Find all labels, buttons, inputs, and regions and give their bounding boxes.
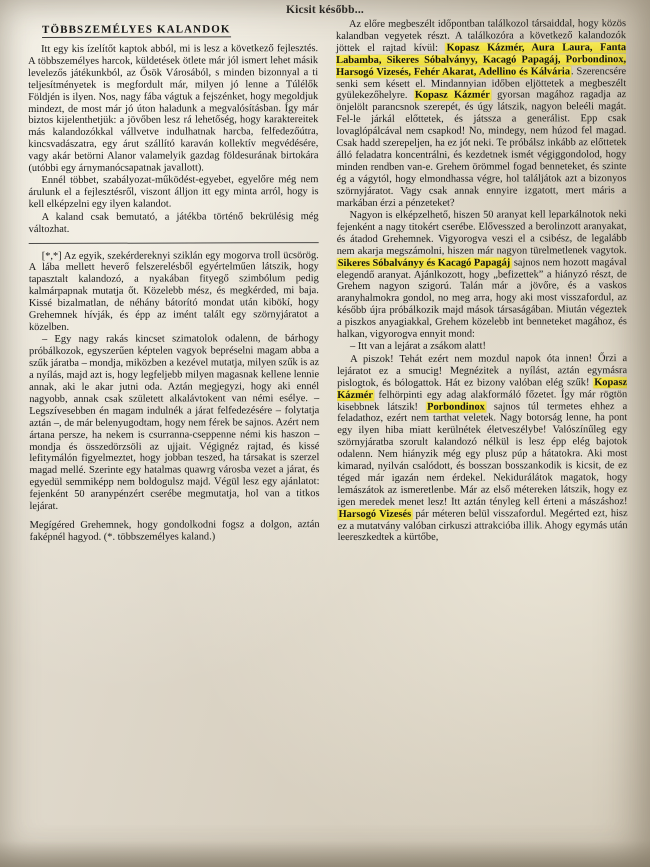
highlighted-name: Kopasz Kázmér (337, 376, 628, 401)
highlighted-name: Porbondinox (427, 401, 485, 413)
body-text: felhörpinti egy adag alakformáló főzetet. Így már rögtön kisebbnek látszik! (337, 388, 628, 413)
body-text: Nagyon is elképzelhető, hiszen 50 aranyat kell leparkálnotok neki fejenként a nagy titokért cserébe. Elővesszed a berolinzott aranyakat, és átadod Grehemnek. Vigyorogva veszi el a csibész, de legalább nem akarja megszámolni, hiszen már nagyon türelmetlenek vagytok. (336, 209, 627, 257)
highlighted-name: Kopasz Kázmér (414, 89, 490, 102)
left-column (28, 19, 321, 859)
two-column-body (28, 18, 629, 859)
right-column-paragraphs (336, 18, 628, 544)
section-title: TÖBBSZEMÉLYES KALANDOK (42, 23, 231, 36)
highlighted-name: Harsogó Vizesés (338, 508, 412, 520)
section-divider (29, 242, 319, 244)
paragraph: Ennél többet, szabályozat-működést-egyebet, egyelőre még nem árulunk el a fejlesztésről, viszont álljon itt egy minta arról, hogy is kell elképzelni egy ilyen kalandot. (28, 174, 319, 211)
paragraph: – Egy nagy rakás kincset szimatolok odalenn, de bárhogy próbálkozok, egyszerűen képtelen vagyok bepréselni magam abba a szűk járatba – mondja, miközben a kezével mutatja, milyen szűk is az a nyílás, majd azt is, hogy legfeljebb milyen magasnak kellene lennie annak, aki le akar jutni oda. Aztán megjegyzi, hogy aki ennél nagyobb, annak csak született alkalávtokent van némi esélye. – Legszívesebben én magam indulnék a járat felfedezésére – folytatja aztán –, de már belenyugodtam, hogy nem férek be sajnos. Azért nem ártana persze, ha nekem is csurranna-cseppenne némi kis haszon – mondja és összedörzsöli az ujjait. Végignéz rajtad, és kissé lefitymálón figyelmeztet, hogy jobban teszed, ha társakat is szerzel magad mellé. Szerinte egy hatalmas quawrg városba vezet a járat, és egyedül semmiképp nem boldogulsz majd. Végül lesz egy ajánlatot: fejenként 50 aranypénzért cserébe megmutatja, hol van a titkos lejárat. (29, 333, 320, 513)
paragraph (337, 353, 628, 544)
paragraph (337, 209, 627, 341)
right-column (336, 18, 629, 858)
paragraph: Megígéred Grehemnek, hogy gondolkodni fogsz a dolgon, aztán faképnél hagyod. (*. többszemélyes kaland.) (29, 519, 320, 544)
running-head: Kicsit később... (286, 4, 364, 16)
body-text: Az előre megbeszélt időpontban találkozol társaiddal, hogy közös kalandban vegyetek részt. A találkozóra a következő kalandozók jöttek el rajtad kívül: (336, 18, 627, 54)
paragraph (336, 18, 627, 209)
body-text: pár méteren belül visszafordul. Megérted ezt, hisz ez a mutatvány valóban cirkuszi attrakcióba illik. Ahogy egymás után leereszkedtek a kürtőbe, (337, 507, 628, 544)
highlighted-name: Kopasz Kázmér, Aura Laura, Fanta Labamba, Sikeres Sóbalványy, Kacagó Papagáj, Porbondinox, Harsogó Vizesés, Fehér Akarat, Adellino és Kálváriа (336, 41, 627, 78)
highlighted-name: Sikeres Sóbalványy és Kacagó Papagáj (337, 257, 511, 269)
body-text: A piszok! Tehát ezért nem mozdul napok óta innen! Őrzi a lejáratot ez a smucig! Megnézitek a nyílást, aztán egymásra pislogtok, és bólogattok. Hát ez bizony valóban elég szűk! (337, 352, 628, 389)
body-text: sajnos nem hozott magával elegendő aranyat. Ajánlkozott, hogy „befizettek” a hiányzó részt, de Grehem nagyon szigorú. Talán már a jövőre, és a vaskos aranyhalmokra gondol, no meg arra, hogy aki most visszafordul, az később újra próbálkozik majd mások társaságában. Miután végeztek a piszkos anyagiakkal, Grehem közelebb int benneteket magához, és halkan, vigyorogva ennyit mond: (336, 256, 627, 341)
paragraph: [*,*] Az egyik, szekérdereknyi sziklán egy mogorva troll ücsörög. A lába mellett heverő felszerelésből egyértelműen látszik, hogy tapasztalt kalandozó, a nyakában fityegő szimbólum pedig kalmárpapnak mutatja őt. Közelebb mész, és megkérded, mi baja. Kissé bizalmatlan, de néhány bátorító mondat után kibökí, hogy Grehemnek hívják, és épp az imént talált egy szörnyjáratot a közelben. (28, 249, 319, 333)
body-text: – Itt van a lejárat a zsákom alatt! (350, 341, 486, 353)
body-text: . Szerencsére senki sem késett el. Mindannyian időben eljöttetek a megbeszélt gyülekezőhelyre. (336, 65, 627, 102)
paragraph (337, 341, 627, 354)
body-text: sajnos túl termetes ehhez a feladathoz, ezért nem tarthat veletek. Nagy botorság lenne, ha pont egy ilyen hiba miatt kerülnétek életveszélybe! Valószínűleg egy szörnyjáratba szorult kalandozó nélkül is lesz épp elég bajotok odalenn. Nem hiányzik még egy plusz púp a hátatokra. Aki most kimarad, nyilván csalódott, és bosszan bosszankodik is kicsit, de ez téged már igazán nem érdekel. Nekidurálátok magatok, hogy lemászátok az ismeretlenbe. Már az első métereken látszik, hogy ez igen meredek menet lesz! Itt aztán tényleg kell érteni a mászáshoz! (337, 400, 628, 508)
body-text: gyorsan magához ragadja az önjelölt parancsnok szerepét, és úgy látszik, nagyon beleéli magát. Fel-le járkál előttetek, és játssza a generálist. Epp csak lovaglópálcával nem csapkod! No, mindegy, nem húzod fel magad. Csak hadd szerepeljen, ha ez jót neki. Te próbálsz inkább az előttetek álló feladatra koncentrálni, és kezdetnek ismét végiggondolod, hogy minden rendben van-e. Grehem örömmel fogad benneteket, és szinte ég a vágytól, hogy elmondhassa végre, hol találjátok azt a bizonyos szörnyjáratot. Vagy csak annak ennyire izgatott, mert máris a markában érzi a pénzeteket? (336, 89, 627, 209)
paragraph: Itt egy kis ízelítőt kaptok abból, mi is lesz a következő fejlesztés. A többszemélyes harcok, küldetések ötlete már jól ismert lehet másik levelezős játékunkból, az Ősök Városából, s minden bizonnyal a ti teljesítményetek is megfordult már, milyen jó lenne a Túlélők Földjén is ilyen. Nos, nagy fába vágtuk a fejszénket, hogy megoldjuk mindezt, de most már jó úton haladunk a megvalósításban. Így már biztos kijelenthetjük: a jövőben lesz rá lehetőség, hogy karaktereitek más kalandozókkal vállvetve indulhatnak harcba, felfedezőútra, kincsvadászatra, egy árut szállító karaván kollektív megvédésére, vagy akár betörni Alanor valamelyik gazdag földesurának birtokára (utóbbi egy árnymanócsapatnak javallott). (28, 43, 319, 175)
paragraph: A kaland csak bemutató, a játékba történő bekrülésig még változhat. (28, 210, 319, 235)
